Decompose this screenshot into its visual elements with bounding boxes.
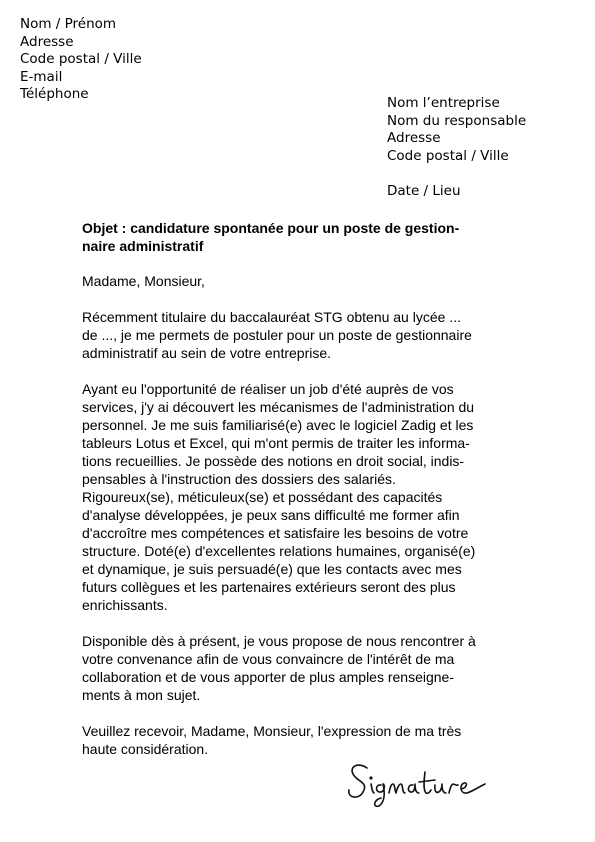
subject-line-2: naire administratif	[82, 238, 204, 254]
date-place: Date / Lieu	[387, 183, 461, 199]
recipient-postcode-city: Code postal / Ville	[387, 147, 509, 164]
subject-line-1: Objet : candidature spontanée pour un poste de gestion-	[82, 220, 460, 236]
recipient-manager: Nom du responsable	[387, 112, 527, 129]
paragraph-line: haute considération.	[82, 741, 209, 757]
paragraph-line: administratif au sein de votre entreprise.	[82, 345, 332, 361]
paragraph-line: collaboration et de vous apporter de plus amples renseigne-	[82, 669, 455, 685]
paragraph-line: et dynamique, je suis persuadé(e) que les contacts avec mes	[82, 561, 462, 577]
paragraph-line: Récemment titulaire du baccalauréat STG obtenu au lycée ...	[82, 309, 461, 325]
paragraph-line: de ..., je me permets de postuler pour un poste de gestionnaire	[82, 327, 472, 343]
sender-name: Nom / Prénom	[20, 16, 117, 32]
paragraph-line: Rigoureux(se), méticuleux(se) et possédant des capacités	[82, 489, 443, 505]
sender-block	[20, 16, 142, 104]
paragraph-line: personnel. Je me suis familiarisé(e) avec le logiciel Zadig et les	[82, 417, 474, 433]
sender-email: E-mail	[20, 68, 63, 85]
sender-address: Adresse	[20, 33, 74, 50]
paragraph-availability	[82, 632, 512, 704]
paragraph-line: structure. Doté(e) d'excellentes relations humaines, organisé(e)	[82, 543, 476, 559]
sender-phone: Téléphone	[20, 86, 89, 102]
recipient-company: Nom l’entreprise	[387, 95, 500, 111]
signature-icon	[345, 760, 495, 810]
paragraph-closing	[82, 722, 512, 758]
paragraph-line: futurs collègues et les partenaires extérieurs seront des plus	[82, 579, 456, 595]
paragraph-intro	[82, 308, 512, 362]
paragraph-experience	[82, 380, 512, 614]
paragraph-line: Disponible dès à présent, je vous propose de nous rencontrer à	[82, 633, 476, 649]
handwritten-signature	[345, 760, 495, 810]
recipient-block	[387, 95, 526, 201]
paragraph-line: d'analyse développées, je peux sans difficulté me former afin	[82, 507, 460, 523]
paragraph-line: votre convenance afin de vous convaincre de l'intérêt de ma	[82, 651, 455, 667]
paragraph-line: tions recueillies. Je possède des notions en droit social, indis-	[82, 453, 465, 469]
letter-body	[82, 219, 512, 776]
paragraph-line: tableurs Lotus et Excel, qui m'ont permis de traiter les informa-	[82, 435, 470, 451]
paragraph-line: Ayant eu l'opportunité de réaliser un job d'été auprès de vos	[82, 381, 454, 397]
recipient-address: Adresse	[387, 130, 441, 146]
paragraph-line: services, j'y ai découvert les mécanismes de l'administration du	[82, 399, 475, 415]
paragraph-line: Veuillez recevoir, Madame, Monsieur, l'expression de ma très	[82, 723, 462, 739]
sender-postcode-city: Code postal / Ville	[20, 51, 142, 67]
subject-line	[82, 219, 512, 255]
paragraph-line: d'accroître mes compétences et satisfaire les besoins de votre	[82, 525, 469, 541]
paragraph-line: ments à mon sujet.	[82, 687, 201, 703]
greeting: Madame, Monsieur,	[82, 273, 205, 289]
paragraph-line: pensables à l'instruction des dossiers des salariés.	[82, 471, 396, 487]
paragraph-line: enrichissants.	[82, 597, 168, 613]
